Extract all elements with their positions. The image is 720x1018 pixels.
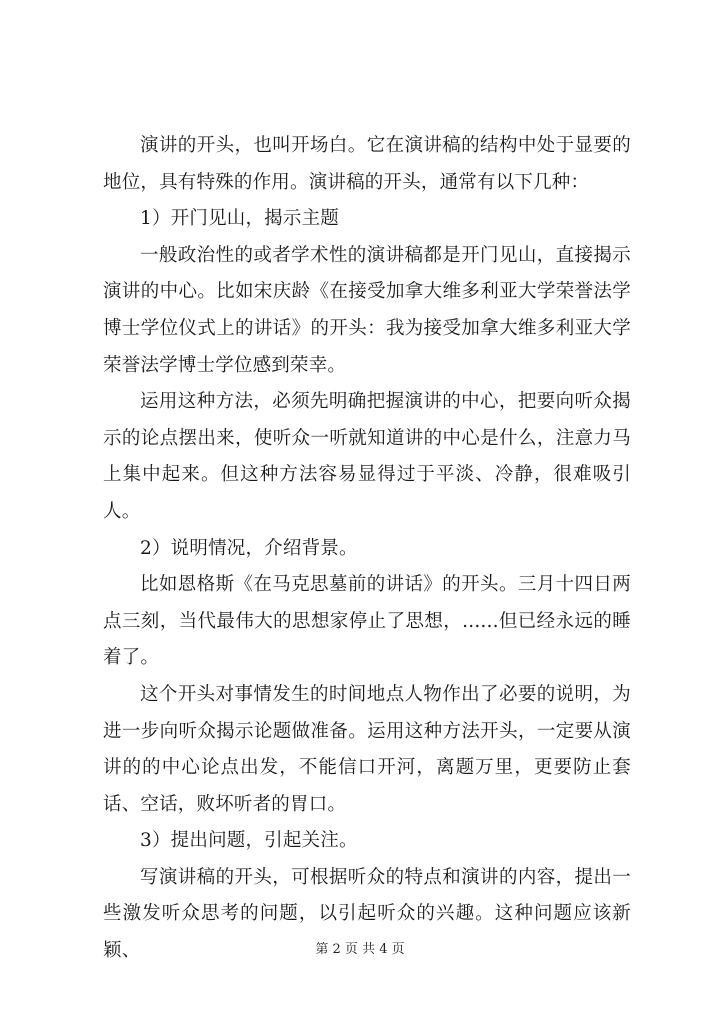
paragraph-method-1-example: 一般政治性的或者学术性的演讲稿都是开门见山，直接揭示演讲的中心。比如宋庆龄《在接受加拿大维多利亚大学荣誉法学博士学位仪式上的讲话》的开头：我为接受加拿大维多利亚大学荣誉法学博士学位感到荣幸。 [103,244,631,376]
paragraph-method-2-example: 比如恩格斯《在马克思墓前的讲话》的开头。三月十四日两点三刻，当代最伟大的思想家停止了思想，......但已经永远的睡着了。 [103,574,631,669]
heading-method-1: 1）开门见山，揭示主题 [140,208,339,230]
heading-method-3: 3）提出问题，引起关注。 [140,830,358,852]
paragraph-method-3-usage: 写演讲稿的开头，可根据听众的特点和演讲的内容，提出一些激发听众思考的问题，以引起听众的兴趣。这种问题应该新颖、 [103,866,631,962]
paragraph-method-2-usage: 这个开头对事情发生的时间地点人物作出了必要的说明，为进一步向听众揭示论题做准备。运用这种方法开头，一定要从演讲的的中心论点出发，不能信口开河，离题万里，更要防止套话、空话，败坏听者的胃口。 [103,683,631,815]
page-number-footer: 第 2 页 共 4 页 [315,942,405,957]
heading-method-2: 2）说明情况，介绍背景。 [140,537,358,559]
paragraph-method-1-usage: 运用这种方法，必须先明确把握演讲的中心，把要向听众揭示的论点摆出来，使听众一听就知道讲的中心是什么，注意力马上集中起来。但这种方法容易显得过于平淡、冷静，很难吸引人。 [103,391,631,522]
document-body [103,128,631,970]
paragraph-intro: 演讲的开头，也叫开场白。它在演讲稿的结构中处于显要的地位，具有特殊的作用。演讲稿的开头，通常有以下几种： [103,135,631,193]
